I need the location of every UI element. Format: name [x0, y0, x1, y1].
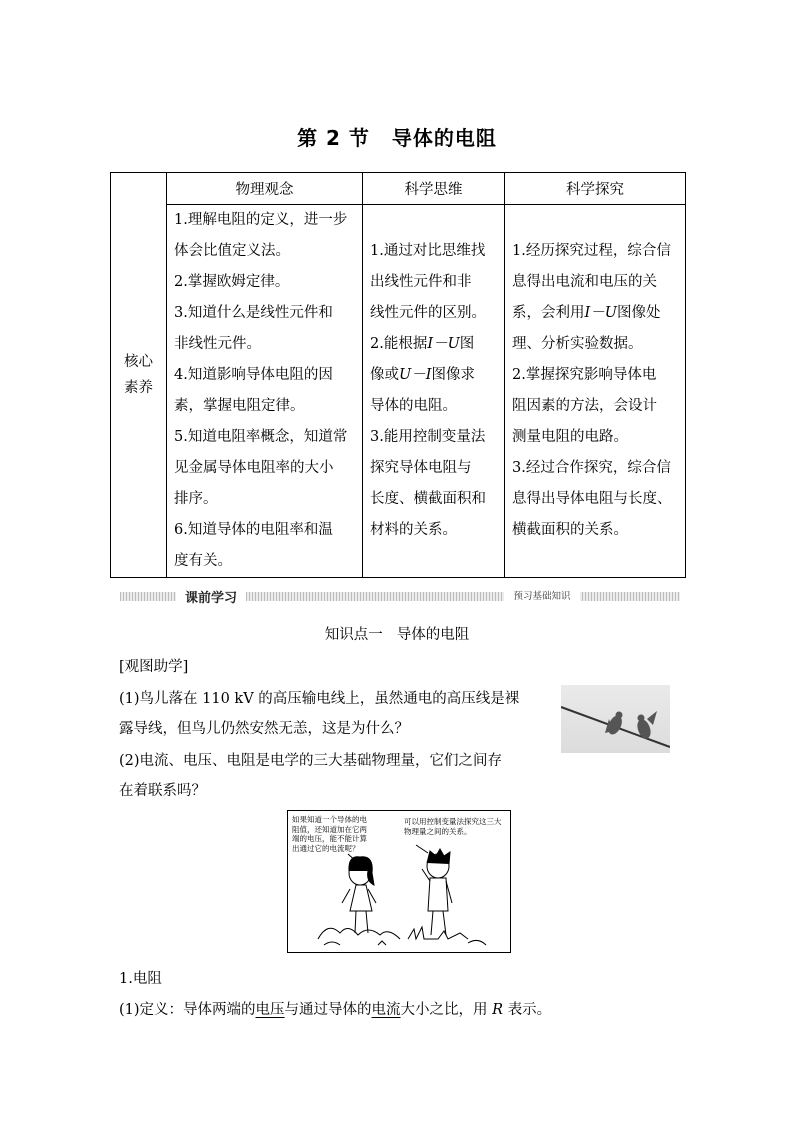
resistance-definition: (1)定义：导体两端的电压与通过导体的电流大小之比，用 R 表示。 [119, 1002, 552, 1018]
core-literacy-label: 核心 素养 [111, 173, 167, 578]
pre-class-banner [120, 589, 680, 606]
knowledge-point-title: 知识点一 导体的电阻 [324, 627, 470, 643]
banner-right-label: 预习基础知识 [504, 588, 580, 602]
scientific-thinking-cell: 1.通过对比思维找 出线性元件和非 线性元件的区别。 2.能根据I－U图 像或U－I图像求 导体的电阻。 3.能用控制变量法 探究导体电阻与 长度、横截面积和 材料的关系。 [363, 205, 505, 578]
banner-label: 课前学习 [176, 587, 246, 606]
header-scientific-thinking: 科学思维 [363, 173, 505, 205]
header-physics-concept: 物理观念 [167, 173, 363, 205]
header-scientific-inquiry: 科学探究 [505, 173, 686, 205]
cartoon-illustration [287, 810, 511, 953]
section-name: 导体的电阻 [391, 126, 497, 150]
cartoon-right-bubble: 可以用控制变量法探究这三大物理量之间的关系。 [404, 817, 502, 836]
resistance-heading: 1.电阻 [119, 971, 162, 987]
core-literacy-table [110, 172, 686, 578]
observe-heading: [观图助学] [119, 659, 189, 675]
question-2-line-1: (2)电流、电压、电阻是电学的三大基础物理量，它们之间存 [119, 753, 503, 769]
question-2-line-2: 在着联系吗？ [119, 783, 206, 799]
scientific-inquiry-cell: 1.经历探究过程，综合信 息得出电流和电压的关 系，会利用I－U图像处 理、分析实验数据。 2.掌握探究影响导体电 阻因素的方法，会设计 测量电阻的电路。 3.经过合作探究，综合信 息得出导体电阻与长度、 横截面积的关系。 [505, 205, 686, 578]
page-title [0, 122, 794, 151]
question-1-line-2: 露导线，但鸟儿仍然安然无恙，这是为什么？ [119, 721, 409, 737]
question-1-line-1: (1)鸟儿落在 110 kV 的高压输电线上，虽然通电的高压线是裸 [119, 691, 520, 707]
underlined-current: 电流 [371, 1002, 401, 1018]
underlined-voltage: 电压 [255, 1002, 285, 1018]
section-number: 第 2 节 [297, 126, 370, 150]
birds-on-wire-photo [561, 685, 670, 753]
cartoon-left-bubble: 如果知道一个导体的电阻值，还知道加在它两端的电压，能不能计算出通过它的电流呢？ [292, 815, 367, 853]
physics-concept-cell: 1.理解电阻的定义，进一步 体会比值定义法。 2.掌握欧姆定律。 3.知道什么是线性元件和 非线性元件。 4.知道影响导体电阻的因 素，掌握电阻定律。 5.知道电阻率概念，知道常 见金属导体电阻率的大小 排序。 6.知道导体的电阻率和温 度有关。 [167, 205, 363, 578]
